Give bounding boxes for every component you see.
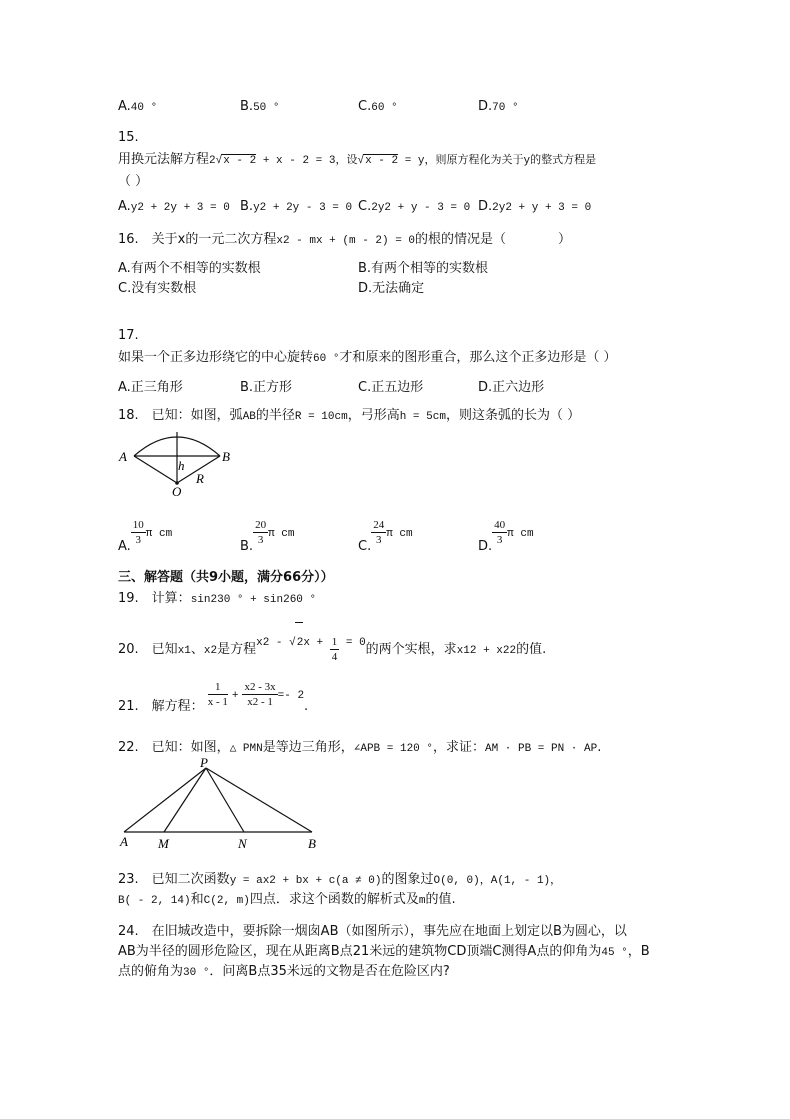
q17-option-c: C.正五边形: [358, 380, 424, 395]
label-o: O: [172, 484, 182, 499]
q16-option-b: B.有两个相等的实数根: [358, 261, 489, 276]
q15-paren: （ ）: [118, 174, 149, 189]
q20-stem: 20. 已知x1、x2是方程$^{x2 - √2x +}$ $\frac{1}{4}$ $^{= 0}$的两个实根，求x12 + x22的值.: [118, 622, 546, 662]
label-a: A: [120, 834, 128, 849]
q15-stem: 用换元法解方程2√x - 2 + x - 2 = 3，设√x - 2 = y，则原方程化为关于y的整式方程是: [118, 152, 597, 167]
q23-stem-line2: B( - 2, 14)和C(2, m)四点．求这个函数的解析式及m的值.: [118, 892, 456, 907]
label-r: R: [196, 471, 204, 486]
q17-stem: 如果一个正多边形绕它的中心旋转60 °才和原来的图形重合，那么这个正多边形是（ ）: [118, 350, 617, 365]
q18-option-d: D. $\frac{40}{3}$ π cm: [478, 519, 534, 554]
q24-line1: 24. 在旧城改造中，要拆除一烟囱AB（如图所示），事先应在地面上划定以B为圆心，以: [118, 924, 627, 939]
q16-option-c: C.没有实数根: [118, 281, 197, 296]
q15-option-b: B.y2 + 2y - 3 = 0: [240, 199, 353, 214]
q17-number: 17.: [118, 328, 139, 343]
q14-option-c: C.60 °: [358, 99, 398, 114]
q24-line3: 点的俯角为30 °．问离B点35米远的文物是否在危险区内?: [118, 964, 450, 979]
label-b: B: [308, 836, 316, 851]
q17-option-b: B.正方形: [240, 380, 293, 395]
q15-option-c: C.2y2 + y - 3 = 0: [358, 199, 471, 214]
q18-option-b: B. $\frac{20}{3}$ π cm: [240, 519, 295, 554]
q18-figure: [114, 426, 244, 501]
q16-option-d: D.无法确定: [358, 281, 425, 296]
q14-option-a: A.40 °: [118, 99, 158, 114]
q16-option-a: A.有两个不相等的实数根: [118, 261, 261, 276]
q15-number: 15.: [118, 130, 139, 145]
label-a: A: [119, 449, 127, 464]
label-m: M: [158, 836, 169, 851]
q22-stem: 22. 已知：如图，△ PMN是等边三角形，∠APB = 120 °，求证：AM · PB = PN · AP.: [118, 740, 602, 755]
q14-option-d: D.70 °: [478, 99, 519, 114]
q18-option-a: A. $\frac{10}{3}$ π cm: [118, 519, 173, 554]
q23-stem-line1: 23. 已知二次函数y = ax2 + bx + c(a ≠ 0)的图象过O(0, 0)，A(1, - 1)，: [118, 872, 562, 887]
q21-stem: 21. 解方程： $\frac{1}{x - 1}$ + $\frac{x2 - 3x}{x2 - 1}$ =- 2.: [118, 681, 309, 714]
label-b: B: [222, 449, 230, 464]
section-title: 三、解答题（共9小题，满分66分））: [118, 570, 334, 585]
label-h: h: [178, 458, 185, 473]
q19-stem: 19. 计算：sin230 ° + sin260 °: [118, 591, 317, 606]
q18-option-c: C. $\frac{24}{3}$ π cm: [358, 519, 413, 554]
q15-option-d: D.2y2 + y + 3 = 0: [478, 199, 592, 214]
q17-option-a: A.正三角形: [118, 380, 183, 395]
label-p: P: [200, 756, 208, 770]
label-n: N: [238, 836, 247, 851]
q14-option-b: B.50 °: [240, 99, 280, 114]
q22-figure: [114, 756, 324, 851]
q15-option-a: A.y2 + 2y + 3 = 0: [118, 199, 230, 214]
q24-line2: AB为半径的圆形危险区，现在从距离B点21米远的建筑物CD顶端C测得A点的仰角为45 °，B: [118, 944, 650, 959]
q16-stem: 16. 关于x的一元二次方程x2 - mx + (m - 2) = 0的根的情况是（ ）: [118, 232, 572, 247]
q17-option-d: D.正六边形: [478, 380, 545, 395]
q18-stem: 18. 已知：如图，弧AB的半径R = 10cm，弓形高h = 5cm，则这条弧的长为（ ）: [118, 408, 581, 423]
